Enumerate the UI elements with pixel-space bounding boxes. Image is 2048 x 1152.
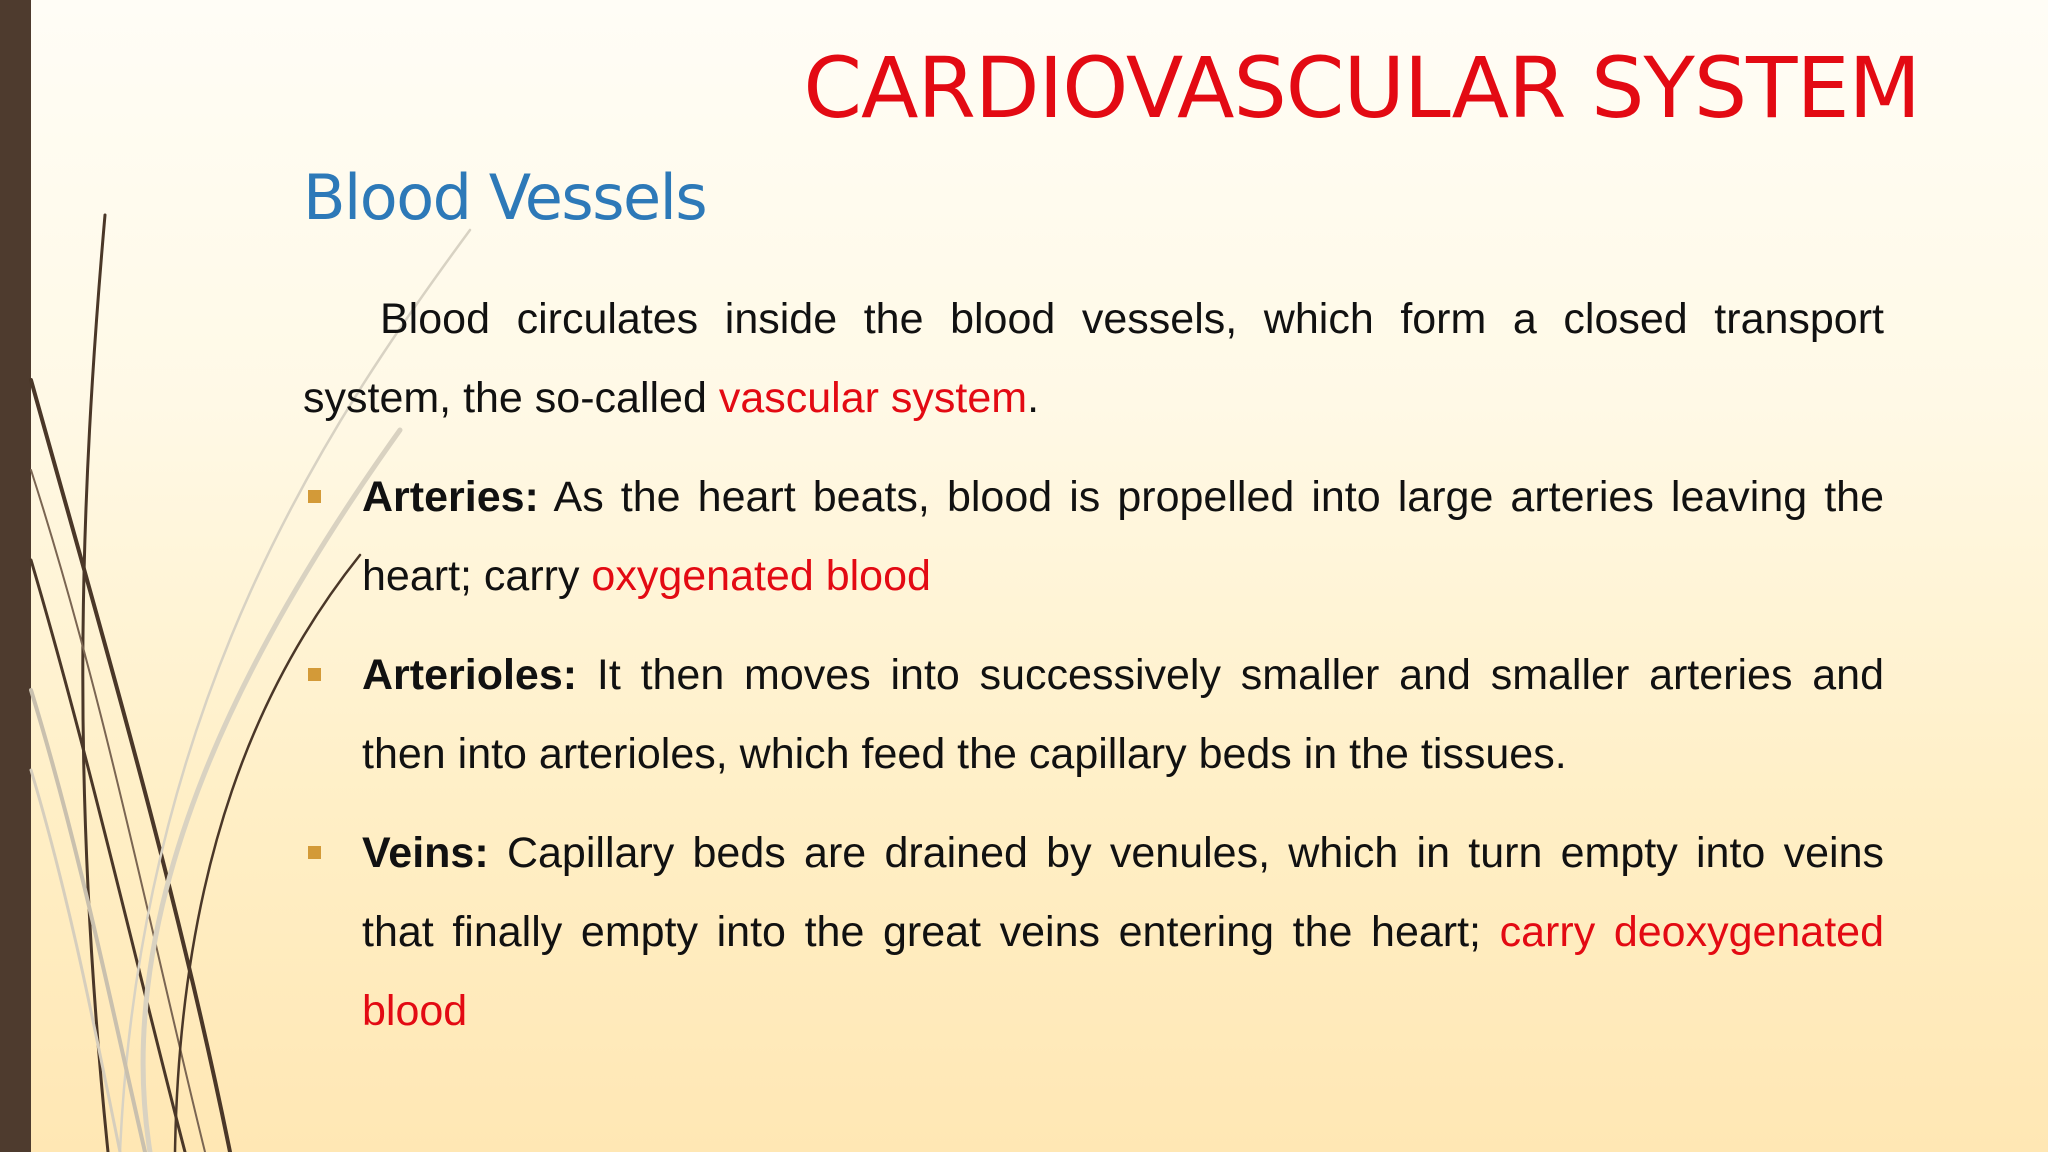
intro-text: Blood circulates inside the blood vessels, which form a closed transport system, the so-called [303,295,1884,422]
intro-highlight: vascular system [718,374,1028,422]
intro-text-end: . [1027,374,1040,422]
bullet-arterioles [303,636,1884,794]
slide-body [303,280,1884,1071]
bullet-text: Capillary beds are drained by venules, which in turn empty into veins that finally empty into the great veins entering the heart; [362,829,1884,956]
bullet-term: Arterioles: [362,651,578,699]
bullet-highlight: carry deoxygenated blood [362,908,1884,1035]
bullet-text: As the heart beats, blood is propelled into large arteries leaving the heart; carry [362,473,1884,600]
bullet-square-icon [308,846,321,859]
bullet-arteries [303,458,1884,616]
bullet-term: Veins: [362,829,489,877]
slide-subtitle: Blood Vessels [303,161,707,234]
bullet-square-icon [308,668,321,681]
bullet-text: It then moves into successively smaller and smaller arteries and then into arterioles, which feed the capillary beds in the tissues. [362,651,1884,778]
bullet-square-icon [308,490,321,503]
bullet-highlight: oxygenated blood [591,552,931,600]
bullet-term: Arteries: [362,473,539,521]
bullet-veins [303,814,1884,1051]
intro-paragraph [303,280,1884,438]
slide-title: CARDIOVASCULAR SYSTEM [803,39,1920,137]
